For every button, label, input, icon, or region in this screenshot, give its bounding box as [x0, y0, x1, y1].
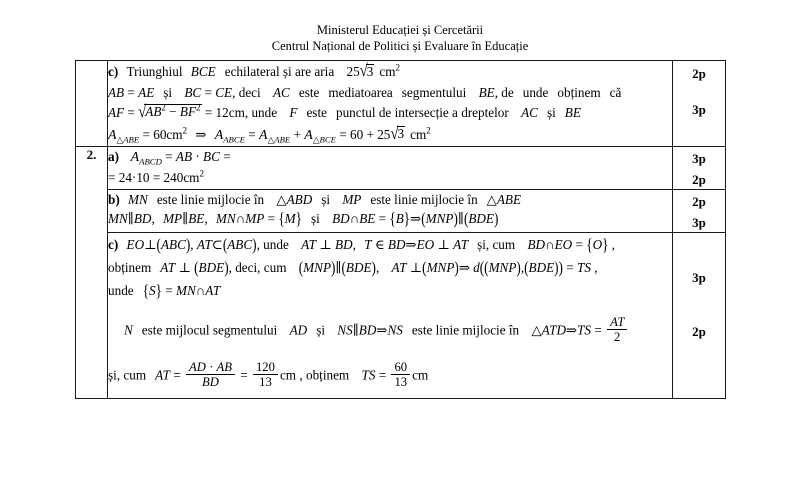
points-value: 2p	[692, 66, 706, 81]
table-row	[76, 232, 726, 398]
unit-cm: cm	[379, 64, 396, 79]
points-cell	[673, 232, 726, 398]
solution-line: $A_{\triangle ABE} = 60cm^2$ ⇒ $A_{ABCE} = A_{\triangle ABE} + A_{\triangle BCE} = 60 + 25√3$ $cm^2$	[108, 124, 431, 145]
points-value: 3p	[692, 269, 706, 285]
solution-line: MN∥BD, MP∥BE, MN∩MP = {M} și BD∩BE = {B}⇒(MNP)∥(BDE)	[108, 209, 499, 228]
document-header	[0, 22, 800, 54]
row-number-cell	[76, 61, 108, 147]
points-value: 3p	[692, 150, 706, 166]
solution-line: a) $A_{ABCD}$ = AB · BC =	[108, 148, 231, 167]
row-number-cell	[76, 146, 108, 398]
points-value: 2p	[692, 193, 706, 209]
solution-cell	[108, 232, 673, 398]
points-cell	[673, 146, 726, 189]
value-25: 25	[346, 64, 360, 79]
item-label-c2: c)	[108, 236, 119, 252]
solution-line: obținem AT ⊥ (BDE), deci, cum (MNP)∥(BDE), AT ⊥(MNP)⇒ d((MNP),(BDE)) = TS ,	[108, 258, 598, 277]
item-label-c: c)	[108, 64, 119, 79]
points-value: 3p	[692, 102, 706, 117]
points-cell	[673, 189, 726, 232]
value-2: 2	[614, 330, 621, 345]
solution-line: c) EO⊥(ABC), AT⊂(ABC), unde AT ⊥ BD, T ∈ BD⇒EO ⊥ AT și, cum BD∩EO = {O} ,	[108, 234, 616, 254]
solution-cell	[108, 189, 673, 232]
value-120: 120	[253, 361, 278, 375]
solution-line: AF = $√AB^2 - BF^2 = 12cm$, unde F este punctul de intersecție a dreptelor AC și BE	[108, 102, 581, 122]
solution-cell	[108, 61, 673, 147]
solution-line: b) MN este linie mijlocie în △ABD și MP este linie mijlocie în △ABE	[108, 191, 521, 207]
value-24: 24	[118, 169, 132, 185]
solution-line: N este mijlocul segmentului AD și NS∥BD⇒NS este linie mijlocie în △ATD⇒TS = $\frac{AT}{2}$	[108, 300, 672, 347]
solution-line: c) Triunghiul BCE echilateral și are aria 25√3 $cm^2$	[108, 61, 400, 81]
points-value: 2p	[692, 323, 706, 339]
points-value: 3p	[692, 214, 706, 230]
grading-rubric-table	[75, 60, 726, 399]
header-line-center: Centrul Național de Politici și Evaluare în Educație	[271, 39, 529, 53]
points-cell	[673, 61, 726, 147]
table-row	[76, 146, 726, 189]
radicand-3: 3	[366, 63, 374, 79]
solution-line: = $24\cdot 10 = 240cm^2$	[108, 168, 204, 185]
value-12: 12	[215, 104, 229, 120]
solution-line: și, cum AT = $\frac{AD \cdot AB}{BD}$ = $\frac{120}{13}$ cm , obținem TS = $\frac{60}{13}$ cm	[108, 360, 429, 390]
item-label-b: b)	[108, 191, 120, 207]
problem-number: 2.	[86, 146, 97, 162]
item-label-a: a)	[108, 148, 119, 164]
solution-line: AB = AE și BC = CE, deci AC este mediatoarea segmentului BE, de unde obținem că	[108, 84, 622, 100]
table-row	[76, 189, 726, 232]
points-value: 2p	[692, 171, 706, 187]
solution-line: unde {S} = MN∩AT	[108, 281, 221, 301]
table-row	[76, 61, 726, 147]
solution-cell	[108, 146, 673, 189]
value-240: 240	[163, 169, 184, 185]
value-10: 10	[136, 169, 150, 185]
value-13: 13	[259, 375, 272, 390]
value-60: 60	[153, 126, 167, 142]
header-line-ministry: Ministerul Educației și Cercetării	[316, 23, 484, 37]
